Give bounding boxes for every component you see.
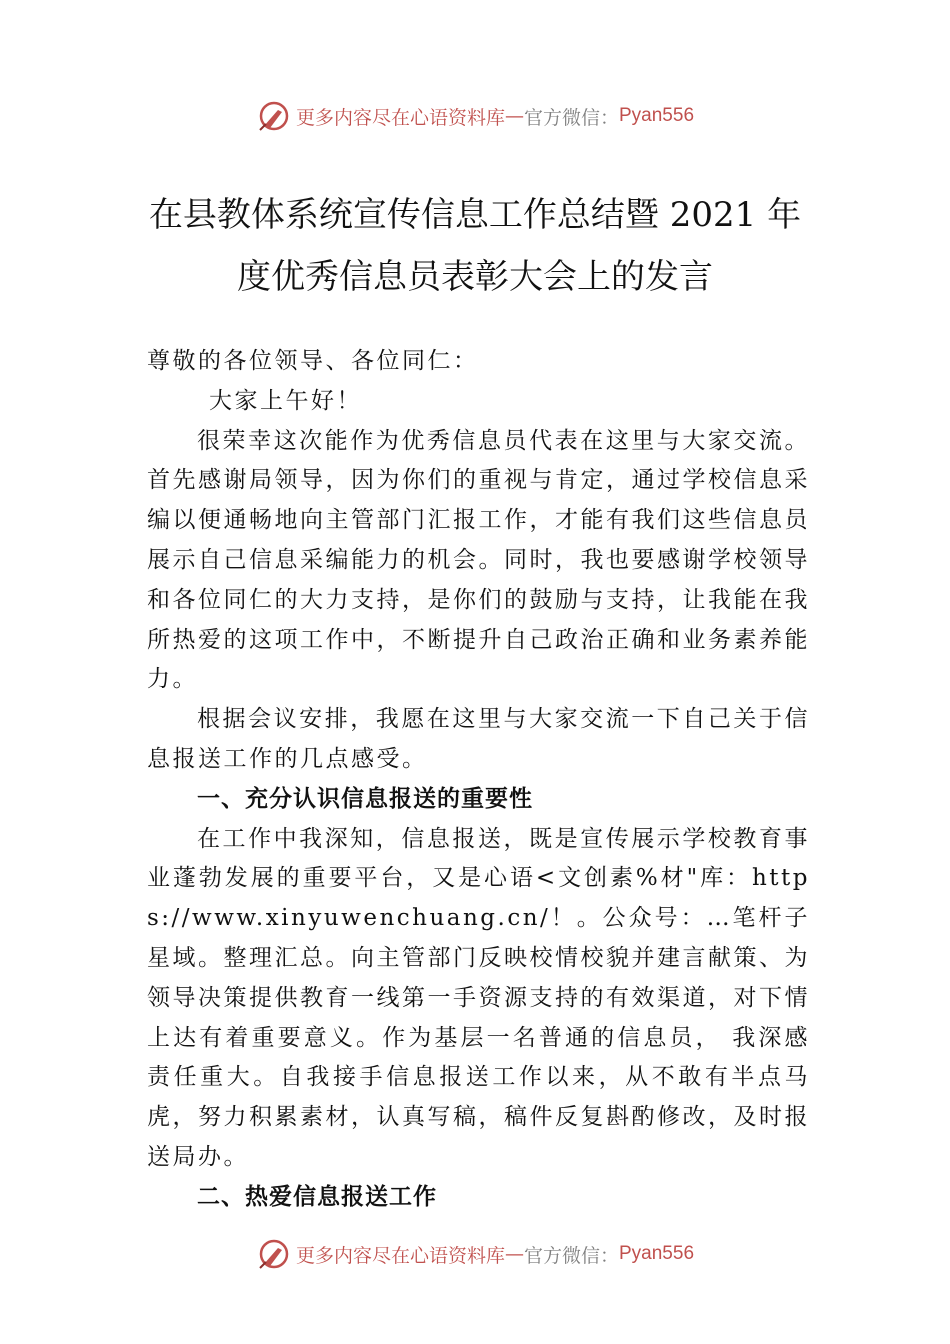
footer-banner xyxy=(0,1234,950,1274)
salutation: 尊敬的各位领导、各位同仁： xyxy=(147,348,479,374)
paragraph-importance: 在工作中我深知，信息报送，既是宣传展示学校教育事业蓬勃发展的重要平台，又是心语<文创素%材"库：https://www.xinyuwenchuang.cn/！。公众号：…笔杆子星域。整理汇总。向主管部门反映校情校貌并建言献策、为领导决策提供教育一线第一手资源支持的有效渠道，对下情上达有着重要意义。作为基层一名普通的信息员， 我深感责任重大。自我接手信息报送工作以来，从不敢有半点马虎，努力积累素材，认真写稿，稿件反复斟酌修改，及时报送局办。 xyxy=(147,825,810,1170)
pen-nib-logo-icon xyxy=(256,1236,292,1272)
banner-wechat-id: Pyan556 xyxy=(619,1243,695,1264)
banner-wechat-id: Pyan556 xyxy=(619,105,695,126)
paragraph-agenda: 根据会议安排，我愿在这里与大家交流一下自己关于信息报送工作的几点感受。 xyxy=(147,706,810,772)
title-line-1: 在县教体系统宣传信息工作总结暨 2021 年 xyxy=(148,195,802,235)
banner-wechat-label: 官方微信： xyxy=(523,1244,619,1267)
document-title xyxy=(120,184,830,308)
section-heading-2: 二、热爱信息报送工作 xyxy=(197,1183,437,1210)
header-banner xyxy=(0,96,950,136)
pen-nib-logo-icon xyxy=(256,98,292,134)
banner-wechat-label: 官方微信： xyxy=(523,106,619,129)
title-line-2: 度优秀信息员表彰大会上的发言 xyxy=(237,257,713,297)
banner-ad-text: 更多内容尽在心语资料库 xyxy=(295,1244,505,1267)
section-heading-1: 一、充分认识信息报送的重要性 xyxy=(197,785,533,812)
banner-ad-text: 更多内容尽在心语资料库 xyxy=(295,106,505,129)
document-body xyxy=(147,342,810,1218)
banner-dash: — xyxy=(504,1243,524,1265)
banner-dash: — xyxy=(504,105,524,127)
greeting: 大家上午好！ xyxy=(209,387,362,414)
paragraph-thanks: 很荣幸这次能作为优秀信息员代表在这里与大家交流。首先感谢局领导，因为你们的重视与肯定，通过学校信息采编以便通畅地向主管部门汇报工作，才能有我们这些信息员展示自己信息采编能力的机会。同时，我也要感谢学校领导和各位同仁的大力支持，是你们的鼓励与支持，让我能在我所热爱的这项工作中，不断提升自己政治正确和业务素养能力。 xyxy=(147,427,810,693)
